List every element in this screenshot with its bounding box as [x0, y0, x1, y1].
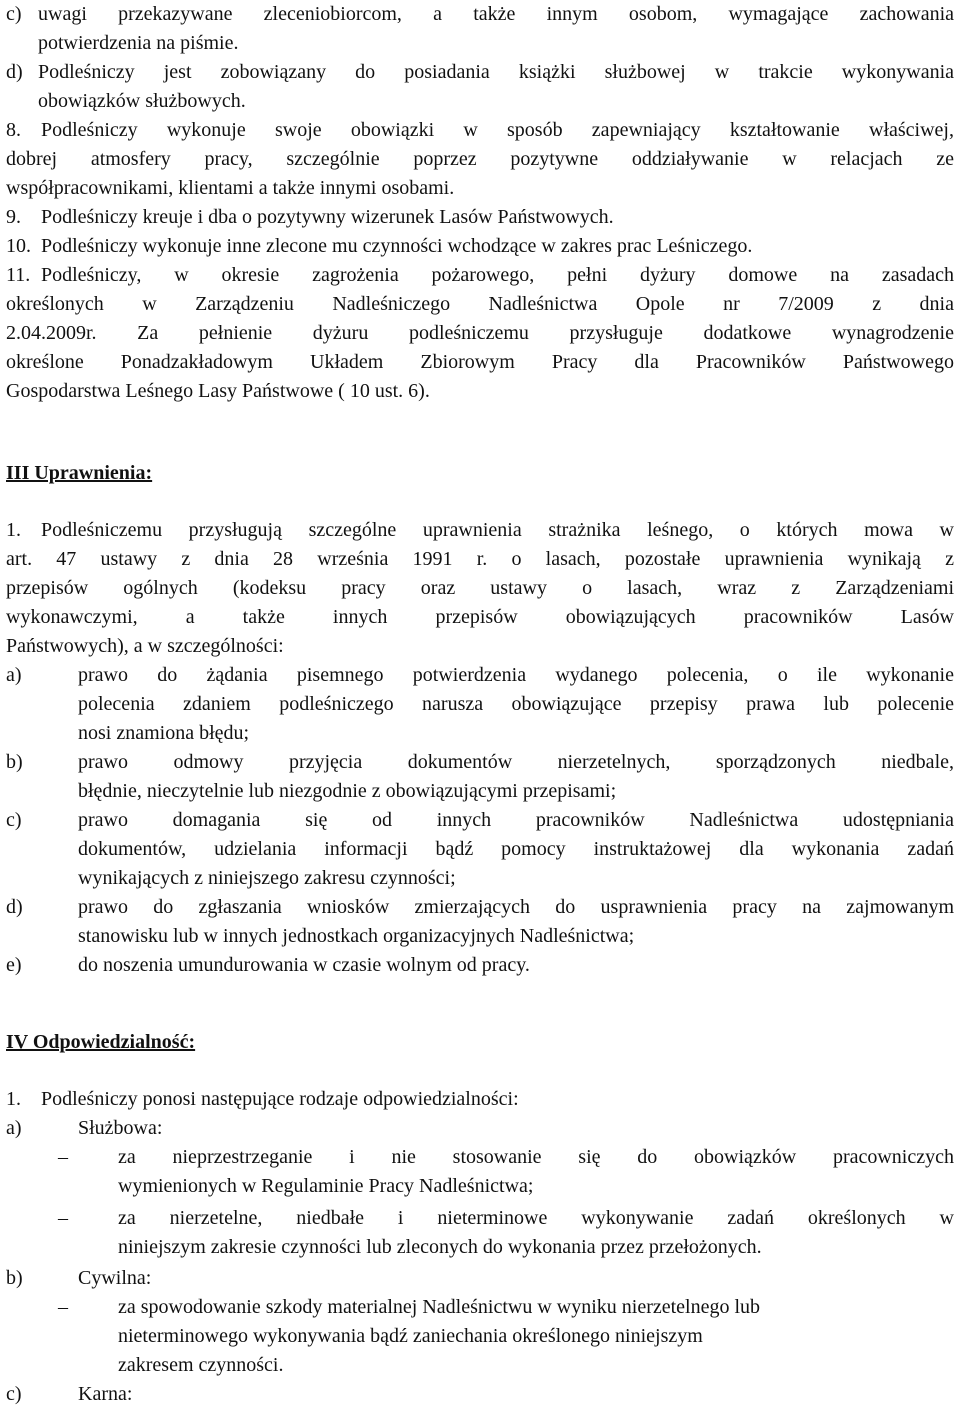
paragraph-text: określonych w Zarządzeniu Nadleśniczego Nadleśnictwa Opole nr 7/2009 z dnia — [6, 293, 954, 315]
paragraph-text: stanowisku lub w innych jednostkach organizacyjnych Nadleśnictwa; — [78, 925, 635, 947]
text-line — [0, 232, 960, 261]
paragraph-text: polecenia zdaniem podleśniczego narusza obowiązujące przepisy prawa lub polecenie — [78, 693, 954, 715]
list-marker: a) — [6, 664, 22, 686]
list-marker: – — [58, 1296, 68, 1318]
paragraph-text: za spowodowanie szkody materialnej Nadleśnictwu w wyniku nierzetelnego lub — [118, 1296, 761, 1318]
list-marker: 10. — [6, 235, 31, 257]
list-marker: 8. — [6, 119, 21, 141]
paragraph-text: 2.04.2009r. Za pełnienie dyżuru podleśniczemu przysługuje dodatkowe wynagrodzenie — [6, 322, 954, 344]
text-line — [0, 1322, 960, 1351]
paragraph-text: nosi znamiona błędu; — [78, 722, 250, 744]
list-marker: e) — [6, 954, 22, 976]
list-marker: – — [58, 1146, 68, 1168]
paragraph-text: Podleśniczy wykonuje swoje obowiązki w sposób zapewniający kształtowanie właściwej, — [41, 119, 954, 141]
paragraph-text: wymienionych w Regulaminie Pracy Nadleśnictwa; — [118, 1175, 534, 1197]
list-marker: 9. — [6, 206, 21, 228]
text-line — [0, 603, 960, 632]
paragraph-text: Gospodarstwa Leśnego Lasy Państwowe ( 10 ust. 6). — [6, 380, 430, 402]
text-line — [0, 1351, 960, 1380]
paragraph-text: prawo do zgłaszania wniosków zmierzających do usprawnienia pracy na zajmowanym — [78, 896, 954, 918]
text-line — [0, 864, 960, 893]
paragraph-text: Cywilna: — [78, 1267, 152, 1289]
text-line — [0, 319, 960, 348]
paragraph-text: art. 47 ustawy z dnia 28 września 1991 r. o lasach, pozostałe uprawnienia wynikają z — [6, 548, 954, 570]
list-marker: d) — [6, 896, 23, 918]
paragraph-text: Podleśniczy ponosi następujące rodzaje odpowiedzialności: — [41, 1088, 519, 1110]
text-line — [0, 1114, 960, 1143]
text-line — [0, 893, 960, 922]
section-heading: IV Odpowiedzialność: — [6, 1031, 196, 1053]
section-heading-row — [0, 459, 960, 488]
text-line — [0, 377, 960, 406]
paragraph-text: za nieprzestrzeganie i nie stosowanie się do obowiązków pracowniczych — [118, 1146, 954, 1168]
paragraph-text: wynikających z niniejszego zakresu czynności; — [78, 867, 456, 889]
list-marker: c) — [6, 1383, 22, 1405]
list-marker: c) — [6, 3, 22, 25]
text-line — [0, 1172, 960, 1201]
text-line — [0, 1143, 960, 1172]
text-line — [0, 922, 960, 951]
text-line — [0, 1085, 960, 1114]
text-line — [0, 806, 960, 835]
text-line — [0, 748, 960, 777]
list-marker: 11. — [6, 264, 31, 286]
text-line — [0, 719, 960, 748]
paragraph-text: Podleśniczemu przysługują szczególne uprawnienia strażnika leśnego, o których mowa w — [41, 519, 954, 541]
text-line — [0, 661, 960, 690]
list-marker: d) — [6, 61, 23, 83]
paragraph-text: wykonawczymi, a także innych przepisów obowiązujących pracowników Lasów — [6, 606, 954, 628]
list-marker: a) — [6, 1117, 22, 1139]
list-marker: – — [58, 1207, 68, 1229]
section-heading: III Uprawnienia: — [6, 462, 153, 484]
paragraph-text: Karna: — [78, 1383, 133, 1405]
paragraph-text: prawo domagania się od innych pracowników Nadleśnictwa udostępniania — [78, 809, 954, 831]
list-marker: b) — [6, 1267, 23, 1289]
paragraph-text: Podleśniczy kreuje i dba o pozytywny wizerunek Lasów Państwowych. — [41, 206, 614, 228]
paragraph-text: do noszenia umundurowania w czasie wolnym od pracy. — [78, 954, 530, 976]
text-line — [0, 87, 960, 116]
paragraph-text: współpracownikami, klientami a także innymi osobami. — [6, 177, 455, 199]
paragraph-text: błędnie, nieczytelnie lub niezgodnie z obowiązującymi przepisami; — [78, 780, 617, 802]
paragraph-text: Podleśniczy wykonuje inne zlecone mu czynności wchodzące w zakres prac Leśniczego. — [41, 235, 753, 257]
paragraph-text: Służbowa: — [78, 1117, 163, 1139]
text-line — [0, 290, 960, 319]
paragraph-text: przepisów ogólnych (kodeksu pracy oraz ustawy o lasach, wraz z Zarządzeniami — [6, 577, 954, 599]
text-line — [0, 690, 960, 719]
text-line — [0, 1293, 960, 1322]
text-line — [0, 777, 960, 806]
paragraph-text: Podleśniczy, w okresie zagrożenia pożarowego, pełni dyżury domowe na zasadach — [41, 264, 954, 286]
text-line — [0, 574, 960, 603]
paragraph-text: określone Ponadzakładowym Układem Zbiorowym Pracy dla Pracowników Państwowego — [6, 351, 954, 373]
section-heading-row — [0, 1028, 960, 1057]
text-line — [0, 348, 960, 377]
paragraph-text: niniejszym zakresie czynności lub zleconych do wykonania przez przełożonych. — [118, 1236, 762, 1258]
list-marker: 1. — [6, 519, 21, 541]
text-line — [0, 261, 960, 290]
text-line — [0, 1380, 960, 1409]
text-line — [0, 545, 960, 574]
text-line — [0, 58, 960, 87]
text-line — [0, 835, 960, 864]
text-line — [0, 29, 960, 58]
paragraph-text: potwierdzenia na piśmie. — [38, 32, 239, 54]
paragraph-text: uwagi przekazywane zleceniobiorcom, a także innym osobom, wymagające zachowania — [38, 3, 954, 25]
text-line — [0, 632, 960, 661]
list-marker: b) — [6, 751, 23, 773]
text-line — [0, 0, 960, 29]
text-line — [0, 1204, 960, 1233]
text-line — [0, 516, 960, 545]
text-line — [0, 1233, 960, 1262]
paragraph-text: prawo do żądania pisemnego potwierdzenia wydanego polecenia, o ile wykonanie — [78, 664, 954, 686]
list-marker: c) — [6, 809, 22, 831]
text-line — [0, 116, 960, 145]
list-marker: 1. — [6, 1088, 21, 1110]
paragraph-text: dokumentów, udzielania informacji bądź pomocy instruktażowej dla wykonania zadań — [78, 838, 954, 860]
paragraph-text: za nierzetelne, niedbałe i nieterminowe wykonywanie zadań określonych w — [118, 1207, 954, 1229]
paragraph-text: obowiązków służbowych. — [38, 90, 246, 112]
paragraph-text: dobrej atmosfery pracy, szczególnie poprzez pozytywne oddziaływanie w relacjach ze — [6, 148, 954, 170]
paragraph-text: Podleśniczy jest zobowiązany do posiadania książki służbowej w trakcie wykonywania — [38, 61, 954, 83]
text-line — [0, 203, 960, 232]
paragraph-text: prawo odmowy przyjęcia dokumentów nierzetelnych, sporządzonych niedbale, — [78, 751, 954, 773]
text-line — [0, 951, 960, 980]
paragraph-text: Państwowych), a w szczególności: — [6, 635, 284, 657]
text-line — [0, 174, 960, 203]
text-line — [0, 1264, 960, 1293]
paragraph-text: zakresem czynności. — [118, 1354, 284, 1376]
paragraph-text: nieterminowego wykonywania bądź zaniechania określonego niniejszym — [118, 1325, 703, 1347]
text-line — [0, 145, 960, 174]
